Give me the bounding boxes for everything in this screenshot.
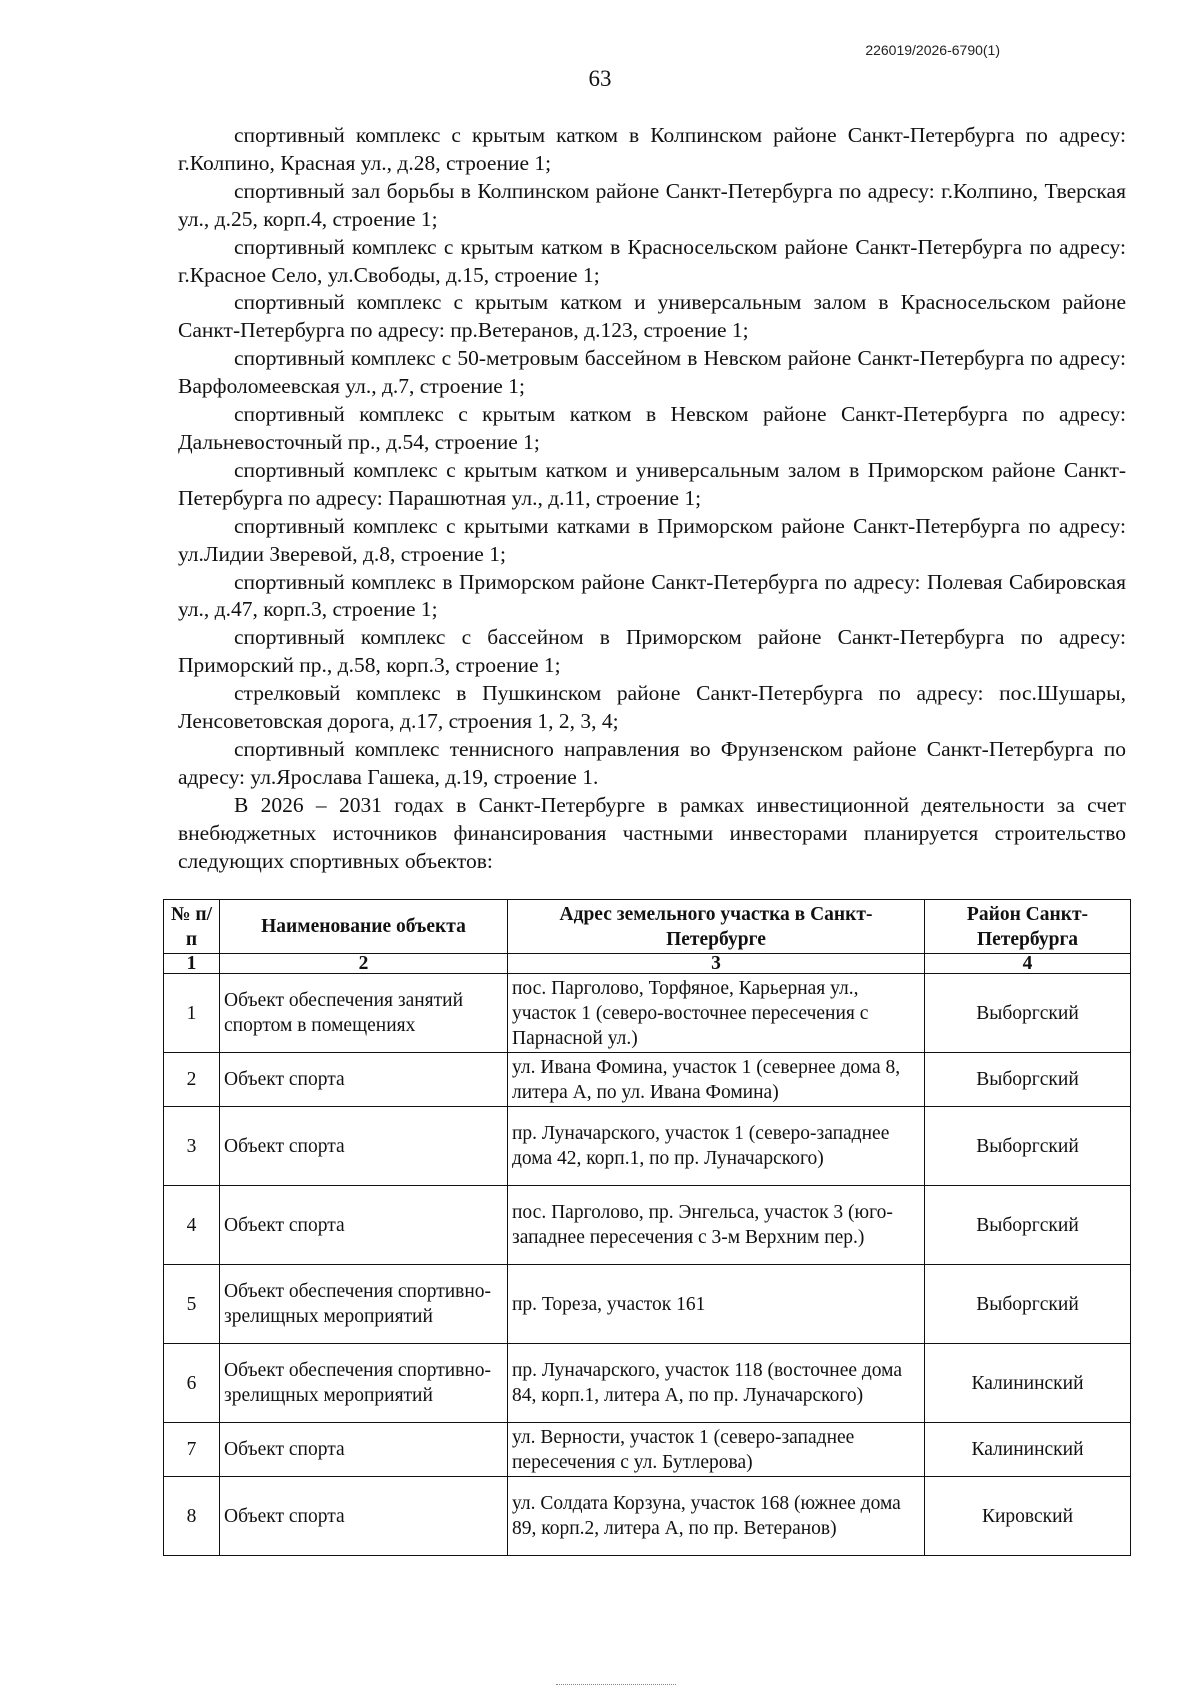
object-name: Объект спорта	[220, 1477, 508, 1556]
object-address: пр. Тореза, участок 161	[508, 1265, 925, 1344]
table-row	[164, 1477, 1131, 1556]
paragraph: спортивный комплекс с крытым катком в Красносельском районе Санкт-Петербурга по адресу: г.Красное Село, ул.Свободы, д.15, строение 1;	[178, 234, 1126, 287]
object-district: Выборгский	[925, 1053, 1131, 1107]
intro-paragraph: В 2026 – 2031 годах в Санкт-Петербурге в рамках инвестиционной деятельности за счет внебюджетных источников финансирования частными инвесторами планируется строительство следующих спортивных объектов:	[178, 792, 1126, 873]
object-address: пр. Луначарского, участок 1 (северо-западнее дома 42, корп.1, по пр. Луначарского)	[508, 1107, 925, 1186]
table-row	[164, 1344, 1131, 1423]
column-number: 4	[925, 954, 1131, 974]
header-num: № п/п	[164, 900, 220, 954]
document-id: 226019/2026-6790(1)	[865, 42, 1000, 58]
table-row	[164, 1423, 1131, 1477]
row-num: 7	[164, 1423, 220, 1477]
table-row	[164, 1186, 1131, 1265]
object-address: ул. Верности, участок 1 (северо-западнее пересечения с ул. Бутлерова)	[508, 1423, 925, 1477]
row-num: 4	[164, 1186, 220, 1265]
header-district: Район Санкт-Петербурга	[925, 900, 1131, 954]
object-name: Объект обеспечения занятий спортом в помещениях	[220, 974, 508, 1053]
object-name: Объект спорта	[220, 1053, 508, 1107]
object-name: Объект спорта	[220, 1423, 508, 1477]
paragraph: спортивный комплекс с 50-метровым бассейном в Невском районе Санкт-Петербурга по адресу: Варфоломеевская ул., д.7, строение 1;	[178, 346, 1126, 399]
object-district: Выборгский	[925, 1186, 1131, 1265]
row-num: 8	[164, 1477, 220, 1556]
row-num: 2	[164, 1053, 220, 1107]
paragraph: спортивный комплекс с крытым катком и универсальным залом в Красносельском районе Санкт-Петербурга по адресу: пр.Ветеранов, д.123, строение 1;	[178, 290, 1126, 343]
paragraph: спортивный комплекс с крытым катком и универсальным залом в Приморском районе Санкт-Петербурга по адресу: Парашютная ул., д.11, строение 1;	[178, 457, 1126, 510]
object-district: Калининский	[925, 1344, 1131, 1423]
object-district: Выборгский	[925, 1265, 1131, 1344]
paragraph: спортивный комплекс с бассейном в Приморском районе Санкт-Петербурга по адресу: Приморский пр., д.58, корп.3, строение 1;	[178, 625, 1126, 678]
object-district: Кировский	[925, 1477, 1131, 1556]
object-district: Калининский	[925, 1423, 1131, 1477]
table-row	[164, 1265, 1131, 1344]
table-header-row	[164, 900, 1131, 954]
object-district: Выборгский	[925, 974, 1131, 1053]
paragraph: спортивный комплекс с крытыми катками в Приморском районе Санкт-Петербурга по адресу: ул.Лидии Зверевой, д.8, строение 1;	[178, 513, 1126, 566]
paragraph: спортивный комплекс с крытым катком в Невском районе Санкт-Петербурга по адресу: Дальневосточный пр., д.54, строение 1;	[178, 402, 1126, 454]
body-text	[178, 122, 1126, 875]
column-number-row	[164, 954, 1131, 974]
column-number: 2	[220, 954, 508, 974]
column-number: 3	[508, 954, 925, 974]
column-number: 1	[164, 954, 220, 974]
object-address: ул. Ивана Фомина, участок 1 (севернее дома 8, литера А, по ул. Ивана Фомина)	[508, 1053, 925, 1107]
object-name: Объект обеспечения спортивно-зрелищных мероприятий	[220, 1344, 508, 1423]
object-name: Объект спорта	[220, 1186, 508, 1265]
paragraph: спортивный комплекс в Приморском районе Санкт-Петербурга по адресу: Полевая Сабировская ул., д.47, корп.3, строение 1;	[178, 569, 1126, 622]
object-name: Объект спорта	[220, 1107, 508, 1186]
scan-edge-mark	[556, 1684, 676, 1688]
paragraph: спортивный комплекс теннисного направления во Фрунзенском районе Санкт-Петербурга по адресу: ул.Ярослава Гашека, д.19, строение 1.	[178, 736, 1126, 789]
sports-objects-table	[163, 899, 1131, 1556]
header-name: Наименование объекта	[220, 900, 508, 954]
header-address: Адрес земельного участка в Санкт-Петербурге	[508, 900, 925, 954]
object-district: Выборгский	[925, 1107, 1131, 1186]
table-row	[164, 974, 1131, 1053]
object-name: Объект обеспечения спортивно-зрелищных мероприятий	[220, 1265, 508, 1344]
row-num: 5	[164, 1265, 220, 1344]
paragraph: стрелковый комплекс в Пушкинском районе Санкт-Петербурга по адресу: пос.Шушары, Ленсоветовская дорога, д.17, строения 1, 2, 3, 4;	[178, 681, 1126, 734]
object-address: пос. Парголово, Торфяное, Карьерная ул., участок 1 (северо-восточнее пересечения с Парнасной ул.)	[508, 974, 925, 1053]
row-num: 6	[164, 1344, 220, 1423]
paragraph: спортивный зал борьбы в Колпинском районе Санкт-Петербурга по адресу: г.Колпино, Тверская ул., д.25, корп.4, строение 1;	[178, 178, 1126, 231]
page-number: 63	[588, 66, 612, 91]
object-address: пос. Парголово, пр. Энгельса, участок 3 (юго-западнее пересечения с 3-м Верхним пер.)	[508, 1186, 925, 1265]
table-row	[164, 1107, 1131, 1186]
table-row	[164, 1053, 1131, 1107]
object-address: пр. Луначарского, участок 118 (восточнее дома 84, корп.1, литера А, по пр. Луначарского)	[508, 1344, 925, 1423]
row-num: 1	[164, 974, 220, 1053]
object-address: ул. Солдата Корзуна, участок 168 (южнее дома 89, корп.2, литера А, по пр. Ветеранов)	[508, 1477, 925, 1556]
row-num: 3	[164, 1107, 220, 1186]
paragraph: спортивный комплекс с крытым катком в Колпинском районе Санкт-Петербурга по адресу: г.Колпино, Красная ул., д.28, строение 1;	[178, 123, 1126, 175]
